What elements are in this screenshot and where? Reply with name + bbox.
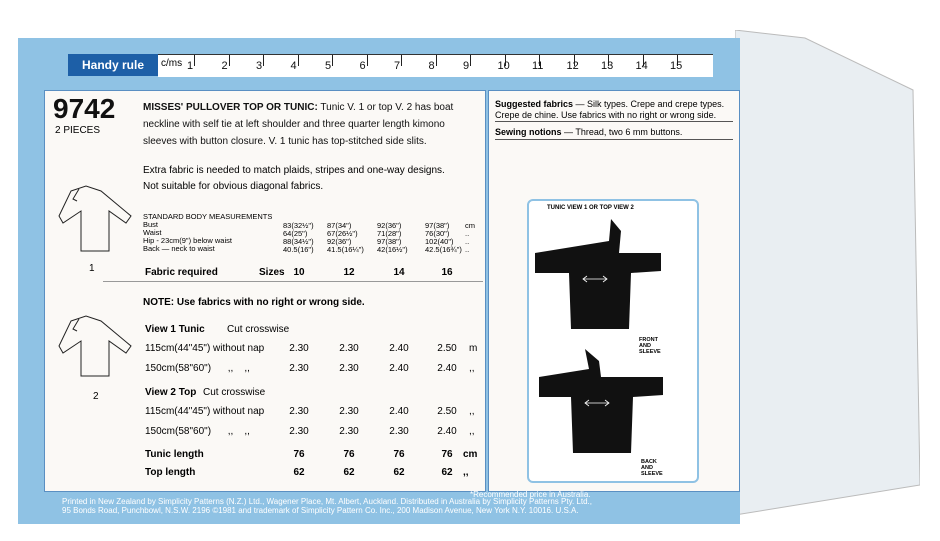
notes-panel	[488, 90, 740, 492]
pattern-description-text: Tunic V. 1 or top V. 2 has boat neckline with self tie at left shoulder and three quarter length kimono sleeves with button closure. V. 1 tunic has top-stitched side slits.	[143, 102, 454, 147]
measure-value: 97(38")	[425, 221, 450, 230]
measure-value: 83(32½")	[283, 221, 314, 230]
measure-value: 71(28")	[377, 229, 402, 238]
printer-footer	[62, 497, 722, 515]
ruler-number: 6	[359, 60, 366, 72]
suggested-fabrics	[495, 99, 733, 121]
length-unit: ,,	[463, 467, 469, 478]
fabric-amount: 2.40	[389, 363, 409, 374]
ruler-label: Handy rule	[68, 54, 158, 76]
ruler-number: 3	[256, 60, 263, 72]
length-value: 76	[393, 449, 405, 460]
size-header: 12	[343, 267, 355, 278]
length-unit: cm	[463, 449, 478, 460]
handy-ruler	[18, 44, 698, 78]
ruler-number: 14	[635, 60, 648, 72]
recommended-price-note: *Recommended price in Australia.	[470, 490, 591, 499]
length-value: 62	[441, 467, 453, 478]
fabric-row-label: 150cm(58"60") ,, ,,	[145, 363, 250, 374]
measure-value: 87(34")	[327, 221, 352, 230]
fabric-row-label: 115cm(44"45") without nap	[145, 343, 265, 354]
fabric-amount: 2.30	[389, 426, 409, 437]
illustration-title: TUNIC VIEW 1 OR TOP VIEW 2	[547, 205, 634, 211]
piece-a-caption-2: AND	[639, 343, 651, 349]
fabric-amount: 2.30	[289, 426, 309, 437]
size-header: 10	[293, 267, 305, 278]
pattern-pieces-illustration	[527, 199, 699, 483]
piece-b-letter: B	[643, 445, 652, 459]
ruler-number: 7	[394, 60, 401, 72]
fabric-amount: 2.40	[437, 363, 457, 374]
fabric-unit: ,,	[469, 363, 475, 374]
measure-label-waist: Waist	[143, 228, 162, 237]
fabric-required-label: Fabric required	[145, 267, 218, 278]
ruler-number: 8	[428, 60, 435, 72]
fabric-row-label: 150cm(58"60") ,, ,,	[145, 426, 250, 437]
fabric-amount: 2.30	[339, 363, 359, 374]
ruler-tick	[367, 55, 368, 66]
piece-b-caption-3: SLEEVE	[641, 471, 663, 477]
measure-value: 41.5(16¼")	[327, 245, 364, 254]
body-measurements	[143, 213, 272, 253]
length-value: 62	[343, 467, 355, 478]
pattern-number: 9742	[53, 93, 116, 124]
piece-a-shape	[535, 219, 661, 329]
extra-note-1: Extra fabric is needed to match plaids, stripes and one-way designs.	[143, 165, 445, 176]
ruler-tick	[332, 55, 333, 66]
measure-value: 92(36")	[377, 221, 402, 230]
piece-a-caption-1: FRONT	[639, 337, 658, 343]
fabric-amount: 2.30	[289, 406, 309, 417]
fabric-unit: ,,	[469, 406, 475, 417]
garment-figures	[51, 181, 141, 411]
ruler-tick	[298, 55, 299, 66]
measure-value: 67(26½")	[327, 229, 358, 238]
fabric-amount: 2.30	[339, 426, 359, 437]
footer-line-1: Printed in New Zealand by Simplicity Patterns (N.Z.) Ltd., Wagener Place, Mt. Albert, Auckland. Distributed in Australia by Simplicity Patterns Pty. Ltd.,	[62, 497, 592, 506]
extra-note-2: Not suitable for obvious diagonal fabrics.	[143, 181, 324, 192]
sizes-label: Sizes	[259, 267, 285, 278]
divider	[495, 121, 733, 122]
ruler-number: 11	[532, 60, 544, 72]
fabric-row-label: 115cm(44"45") without nap	[145, 406, 265, 417]
divider	[103, 281, 483, 282]
measure-value: 102(40")	[425, 237, 454, 246]
ruler-unit: c/ms	[161, 58, 183, 69]
pattern-title: MISSES' PULLOVER TOP OR TUNIC:	[143, 102, 318, 113]
ruler-number: 2	[221, 60, 228, 72]
fabric-amount: 2.50	[437, 343, 457, 354]
piece-a-letter: A	[641, 321, 650, 335]
measure-value: 97(38")	[377, 237, 402, 246]
view2-title: View 2 Top	[145, 387, 197, 398]
measure-label-bust: Bust	[143, 220, 159, 229]
measure-value: 92(36")	[327, 237, 352, 246]
ruler-tick	[194, 55, 195, 66]
top-length-label: Top length	[145, 467, 196, 478]
ruler-tick	[229, 55, 230, 66]
fabric-amount: 2.30	[289, 343, 309, 354]
length-value: 76	[293, 449, 305, 460]
measure-value: 64(25")	[283, 229, 308, 238]
pattern-info-panel	[44, 90, 486, 492]
measurements-header: STANDARD BODY MEASUREMENTS	[143, 212, 273, 221]
fabric-note: NOTE: Use fabrics with no right or wrong side.	[143, 297, 365, 308]
ruler-number: 15	[670, 60, 683, 72]
measure-unit: ..	[465, 237, 470, 246]
ruler-tick	[263, 55, 264, 66]
fabric-unit: m	[469, 343, 478, 354]
piece-b-caption-2: AND	[641, 465, 653, 471]
pattern-description	[143, 99, 478, 150]
ruler-number: 5	[325, 60, 332, 72]
length-value: 76	[441, 449, 453, 460]
measure-value: 76(30")	[425, 229, 450, 238]
fabric-amount: 2.40	[389, 406, 409, 417]
length-value: 76	[343, 449, 355, 460]
suggested-text: — Silk types. Crepe and crepe types. Crepe de chine. Use fabrics with no right or wrong side.	[495, 99, 725, 120]
measure-label-back: Back — neck to waist	[143, 244, 215, 253]
fabric-amount: 2.30	[339, 406, 359, 417]
measure-unit: ..	[465, 245, 470, 254]
view2-figure	[59, 316, 131, 376]
view1-figure	[59, 186, 131, 251]
piece-a-caption	[639, 337, 661, 355]
tunic-length-label: Tunic length	[145, 449, 204, 460]
fabric-notes	[143, 163, 473, 195]
piece-b-shape	[539, 349, 663, 453]
measure-unit: cm	[465, 221, 475, 230]
ruler-number: 1	[187, 60, 194, 72]
measure-value: 42(16½")	[377, 245, 408, 254]
fabric-amount: 2.50	[437, 406, 457, 417]
piece-b-caption	[641, 459, 663, 477]
figure-1-label: 1	[89, 263, 95, 274]
suggested-title: Suggested fabrics	[495, 99, 574, 109]
ruler-scale	[158, 54, 713, 77]
figure-2-label: 2	[93, 391, 99, 402]
ruler-number: 12	[566, 60, 579, 72]
envelope-flap	[735, 30, 920, 515]
pieces-count: 2 PIECES	[55, 125, 101, 136]
view1-title: View 1 Tunic	[145, 324, 205, 335]
sewing-notions	[495, 127, 733, 137]
measure-value: 42.5(16¾")	[425, 245, 462, 254]
piece-a-caption-3: SLEEVE	[639, 349, 661, 355]
ruler-tick	[401, 55, 402, 66]
measure-label-hip: Hip - 23cm(9") below waist	[143, 236, 232, 245]
view1-cut: Cut crosswise	[227, 324, 290, 335]
ruler-number: 13	[601, 60, 614, 72]
notions-title: Sewing notions	[495, 127, 562, 137]
measure-value: 40.5(16")	[283, 245, 314, 254]
measure-unit: ..	[465, 229, 470, 238]
ruler-number: 10	[497, 60, 510, 72]
footer-line-2: 95 Bonds Road, Punchbowl, N.S.W. 2196 ©1981 and trademark of Simplicity Pattern Co. Inc., 200 Madison Avenue, New York N.Y. 10016. U.S.A.	[62, 506, 579, 515]
ruler-number: 4	[290, 60, 297, 72]
fabric-amount: 2.30	[339, 343, 359, 354]
fabric-unit: ,,	[469, 426, 475, 437]
size-header: 14	[393, 267, 405, 278]
length-value: 62	[293, 467, 305, 478]
length-value: 62	[393, 467, 405, 478]
fabric-amount: 2.30	[289, 363, 309, 374]
notions-text: — Thread, two 6 mm buttons.	[561, 127, 683, 137]
fabric-amount: 2.40	[437, 426, 457, 437]
piece-b-caption-1: BACK	[641, 459, 657, 465]
measure-value: 88(34½")	[283, 237, 314, 246]
view2-cut: Cut crosswise	[203, 387, 266, 398]
size-header: 16	[441, 267, 453, 278]
ruler-tick	[470, 55, 471, 66]
divider	[495, 139, 733, 140]
fabric-amount: 2.40	[389, 343, 409, 354]
ruler-tick	[436, 55, 437, 66]
ruler-number: 9	[463, 60, 470, 72]
